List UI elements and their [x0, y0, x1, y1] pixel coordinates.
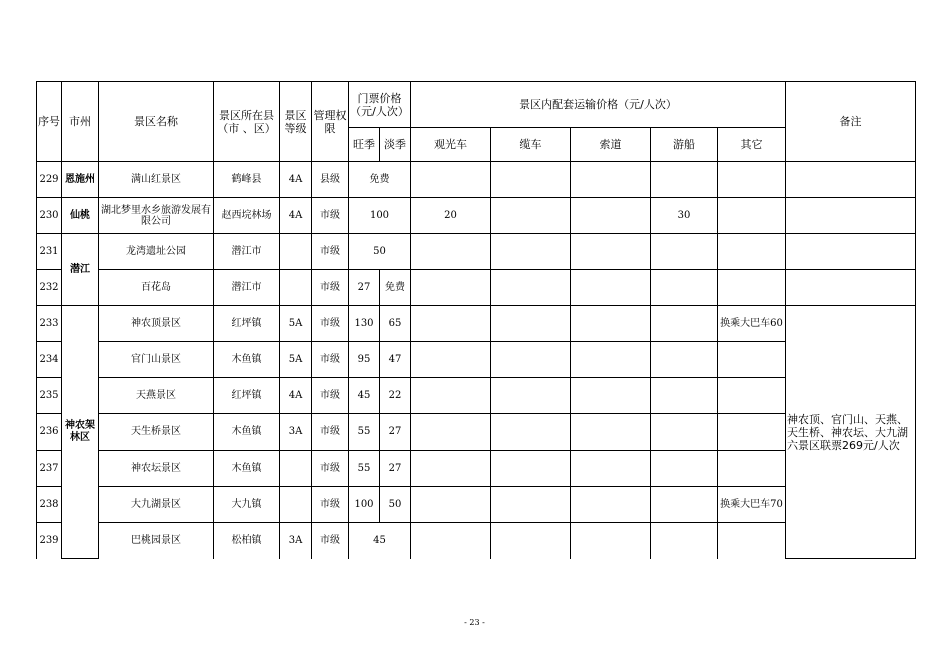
cell-county: 鹤峰县 — [214, 162, 280, 198]
cell-other — [718, 162, 786, 198]
cell-grade: 4A — [280, 162, 312, 198]
cell-other — [718, 451, 786, 487]
table-row — [37, 342, 916, 378]
cell-name: 百花岛 — [99, 270, 214, 306]
cell-cable-car — [491, 378, 571, 414]
cell-other — [718, 414, 786, 451]
cell-seq: 238 — [37, 487, 62, 523]
cell-seq: 232 — [37, 270, 62, 306]
cell-boat — [651, 234, 718, 270]
cell-name: 龙湾遗址公园 — [99, 234, 214, 270]
cell-authority: 市级 — [312, 451, 349, 487]
cell-boat — [651, 162, 718, 198]
cell-peak: 130 — [349, 306, 380, 342]
cell-ropeway — [571, 414, 651, 451]
page-number: - 23 - — [464, 618, 485, 627]
cell-cable-car — [491, 414, 571, 451]
cell-off: 50 — [380, 487, 411, 523]
cell-cable-car — [491, 342, 571, 378]
cell-name: 天燕景区 — [99, 378, 214, 414]
cell-cable-car — [491, 162, 571, 198]
cell-grade: 5A — [280, 342, 312, 378]
cell-sightseeing-car — [411, 523, 491, 559]
cell-authority: 市级 — [312, 342, 349, 378]
cell-ropeway — [571, 342, 651, 378]
header-name: 景区名称 — [99, 82, 214, 162]
cell-seq: 235 — [37, 378, 62, 414]
cell-ropeway — [571, 378, 651, 414]
cell-authority: 市级 — [312, 487, 349, 523]
cell-grade: 3A — [280, 414, 312, 451]
cell-cable-car — [491, 451, 571, 487]
cell-name: 神农坛景区 — [99, 451, 214, 487]
cell-grade: 4A — [280, 378, 312, 414]
cell-peak: 27 — [349, 270, 380, 306]
cell-note — [786, 270, 916, 306]
cell-county: 木鱼镇 — [214, 451, 280, 487]
cell-name: 大九湖景区 — [99, 487, 214, 523]
cell-ropeway — [571, 198, 651, 234]
cell-sightseeing-car — [411, 378, 491, 414]
cell-ropeway — [571, 270, 651, 306]
cell-authority: 市级 — [312, 523, 349, 559]
cell-cable-car — [491, 198, 571, 234]
cell-ropeway — [571, 162, 651, 198]
cell-ticket: 100 — [349, 198, 411, 234]
header-ticket: 门票价格（元/人次） — [349, 82, 411, 128]
cell-county: 木鱼镇 — [214, 414, 280, 451]
cell-other — [718, 342, 786, 378]
cell-boat — [651, 414, 718, 451]
table-row — [37, 451, 916, 487]
header-cable-car: 缆车 — [491, 128, 571, 162]
cell-boat: 30 — [651, 198, 718, 234]
table-row — [37, 270, 916, 306]
cell-sightseeing-car — [411, 487, 491, 523]
cell-boat — [651, 306, 718, 342]
cell-county: 松柏镇 — [214, 523, 280, 559]
table-row — [37, 378, 916, 414]
cell-grade: 5A — [280, 306, 312, 342]
cell-peak: 95 — [349, 342, 380, 378]
cell-seq: 239 — [37, 523, 62, 559]
cell-grade — [280, 270, 312, 306]
cell-note — [786, 162, 916, 198]
cell-seq: 231 — [37, 234, 62, 270]
cell-authority: 市级 — [312, 414, 349, 451]
cell-authority: 市级 — [312, 378, 349, 414]
cell-cable-car — [491, 487, 571, 523]
cell-other — [718, 198, 786, 234]
header-city: 市州 — [62, 82, 99, 162]
cell-authority: 市级 — [312, 306, 349, 342]
cell-grade — [280, 234, 312, 270]
cell-note-shennongjia: 神农顶、官门山、天燕、天生桥、神农坛、大九湖六景区联票269元/人次 — [786, 306, 916, 559]
cell-grade — [280, 487, 312, 523]
header-county: 景区所在县（市 、区） — [214, 82, 280, 162]
cell-county: 红坪镇 — [214, 306, 280, 342]
cell-seq: 229 — [37, 162, 62, 198]
cell-seq: 234 — [37, 342, 62, 378]
cell-boat — [651, 378, 718, 414]
cell-boat — [651, 270, 718, 306]
header-grade: 景区等级 — [280, 82, 312, 162]
cell-ropeway — [571, 523, 651, 559]
cell-seq: 230 — [37, 198, 62, 234]
cell-note — [786, 234, 916, 270]
cell-sightseeing-car — [411, 234, 491, 270]
cell-peak: 55 — [349, 414, 380, 451]
cell-grade: 3A — [280, 523, 312, 559]
cell-off: 22 — [380, 378, 411, 414]
header-transport: 景区内配套运输价格（元/人次） — [411, 82, 786, 128]
header-peak: 旺季 — [349, 128, 380, 162]
cell-grade — [280, 451, 312, 487]
cell-off: 65 — [380, 306, 411, 342]
cell-name: 巴桃园景区 — [99, 523, 214, 559]
cell-ropeway — [571, 234, 651, 270]
cell-county: 大九镇 — [214, 487, 280, 523]
cell-seq: 237 — [37, 451, 62, 487]
header-seq: 序号 — [37, 82, 62, 162]
cell-cable-car — [491, 523, 571, 559]
cell-authority: 市级 — [312, 270, 349, 306]
cell-ticket: 免费 — [349, 162, 411, 198]
cell-grade: 4A — [280, 198, 312, 234]
cell-ropeway — [571, 451, 651, 487]
table-row — [37, 234, 916, 270]
cell-seq: 233 — [37, 306, 62, 342]
cell-sightseeing-car: 20 — [411, 198, 491, 234]
cell-authority: 市级 — [312, 234, 349, 270]
header-other: 其它 — [718, 128, 786, 162]
cell-boat — [651, 523, 718, 559]
cell-other: 换乘大巴车70 — [718, 487, 786, 523]
cell-sightseeing-car — [411, 414, 491, 451]
cell-ticket: 45 — [349, 523, 411, 559]
cell-cable-car — [491, 306, 571, 342]
cell-seq: 236 — [37, 414, 62, 451]
cell-off: 27 — [380, 451, 411, 487]
cell-sightseeing-car — [411, 342, 491, 378]
cell-authority: 县级 — [312, 162, 349, 198]
header-authority: 管理权限 — [312, 82, 349, 162]
cell-off: 47 — [380, 342, 411, 378]
cell-ropeway — [571, 306, 651, 342]
cell-sightseeing-car — [411, 270, 491, 306]
cell-boat — [651, 487, 718, 523]
cell-county: 红坪镇 — [214, 378, 280, 414]
cell-city: 仙桃 — [62, 198, 99, 234]
cell-name: 天生桥景区 — [99, 414, 214, 451]
cell-county: 木鱼镇 — [214, 342, 280, 378]
cell-other — [718, 234, 786, 270]
cell-name: 湖北梦里水乡旅游发展有限公司 — [99, 198, 214, 234]
cell-cable-car — [491, 270, 571, 306]
cell-peak: 100 — [349, 487, 380, 523]
cell-peak: 55 — [349, 451, 380, 487]
cell-name: 官门山景区 — [99, 342, 214, 378]
header-row-1 — [37, 82, 916, 128]
cell-authority: 市级 — [312, 198, 349, 234]
cell-county: 潜江市 — [214, 234, 280, 270]
cell-off: 27 — [380, 414, 411, 451]
cell-ticket: 50 — [349, 234, 411, 270]
cell-city-shennongjia: 神农架林区 — [62, 306, 99, 559]
cell-peak: 45 — [349, 378, 380, 414]
header-off: 淡季 — [380, 128, 411, 162]
cell-sightseeing-car — [411, 451, 491, 487]
header-boat: 游船 — [651, 128, 718, 162]
header-sightseeing-car: 观光车 — [411, 128, 491, 162]
table-row — [37, 306, 916, 342]
header-notes: 备注 — [786, 82, 916, 162]
cell-other — [718, 270, 786, 306]
cell-ropeway — [571, 487, 651, 523]
cell-boat — [651, 451, 718, 487]
header-ropeway: 索道 — [571, 128, 651, 162]
cell-other: 换乘大巴车60 — [718, 306, 786, 342]
cell-note — [786, 198, 916, 234]
cell-county: 赵西垸林场 — [214, 198, 280, 234]
cell-off: 免费 — [380, 270, 411, 306]
cell-cable-car — [491, 234, 571, 270]
cell-name: 神农顶景区 — [99, 306, 214, 342]
cell-sightseeing-car — [411, 306, 491, 342]
cell-city: 恩施州 — [62, 162, 99, 198]
cell-other — [718, 378, 786, 414]
table-row — [37, 162, 916, 198]
cell-name: 满山红景区 — [99, 162, 214, 198]
cell-other — [718, 523, 786, 559]
table-row — [37, 523, 916, 559]
table-row — [37, 198, 916, 234]
cell-boat — [651, 342, 718, 378]
cell-sightseeing-car — [411, 162, 491, 198]
cell-county: 潜江市 — [214, 270, 280, 306]
scenic-price-table — [36, 81, 916, 559]
table-row — [37, 414, 916, 451]
cell-city-qianjiang: 潜江 — [62, 234, 99, 306]
table-row — [37, 487, 916, 523]
